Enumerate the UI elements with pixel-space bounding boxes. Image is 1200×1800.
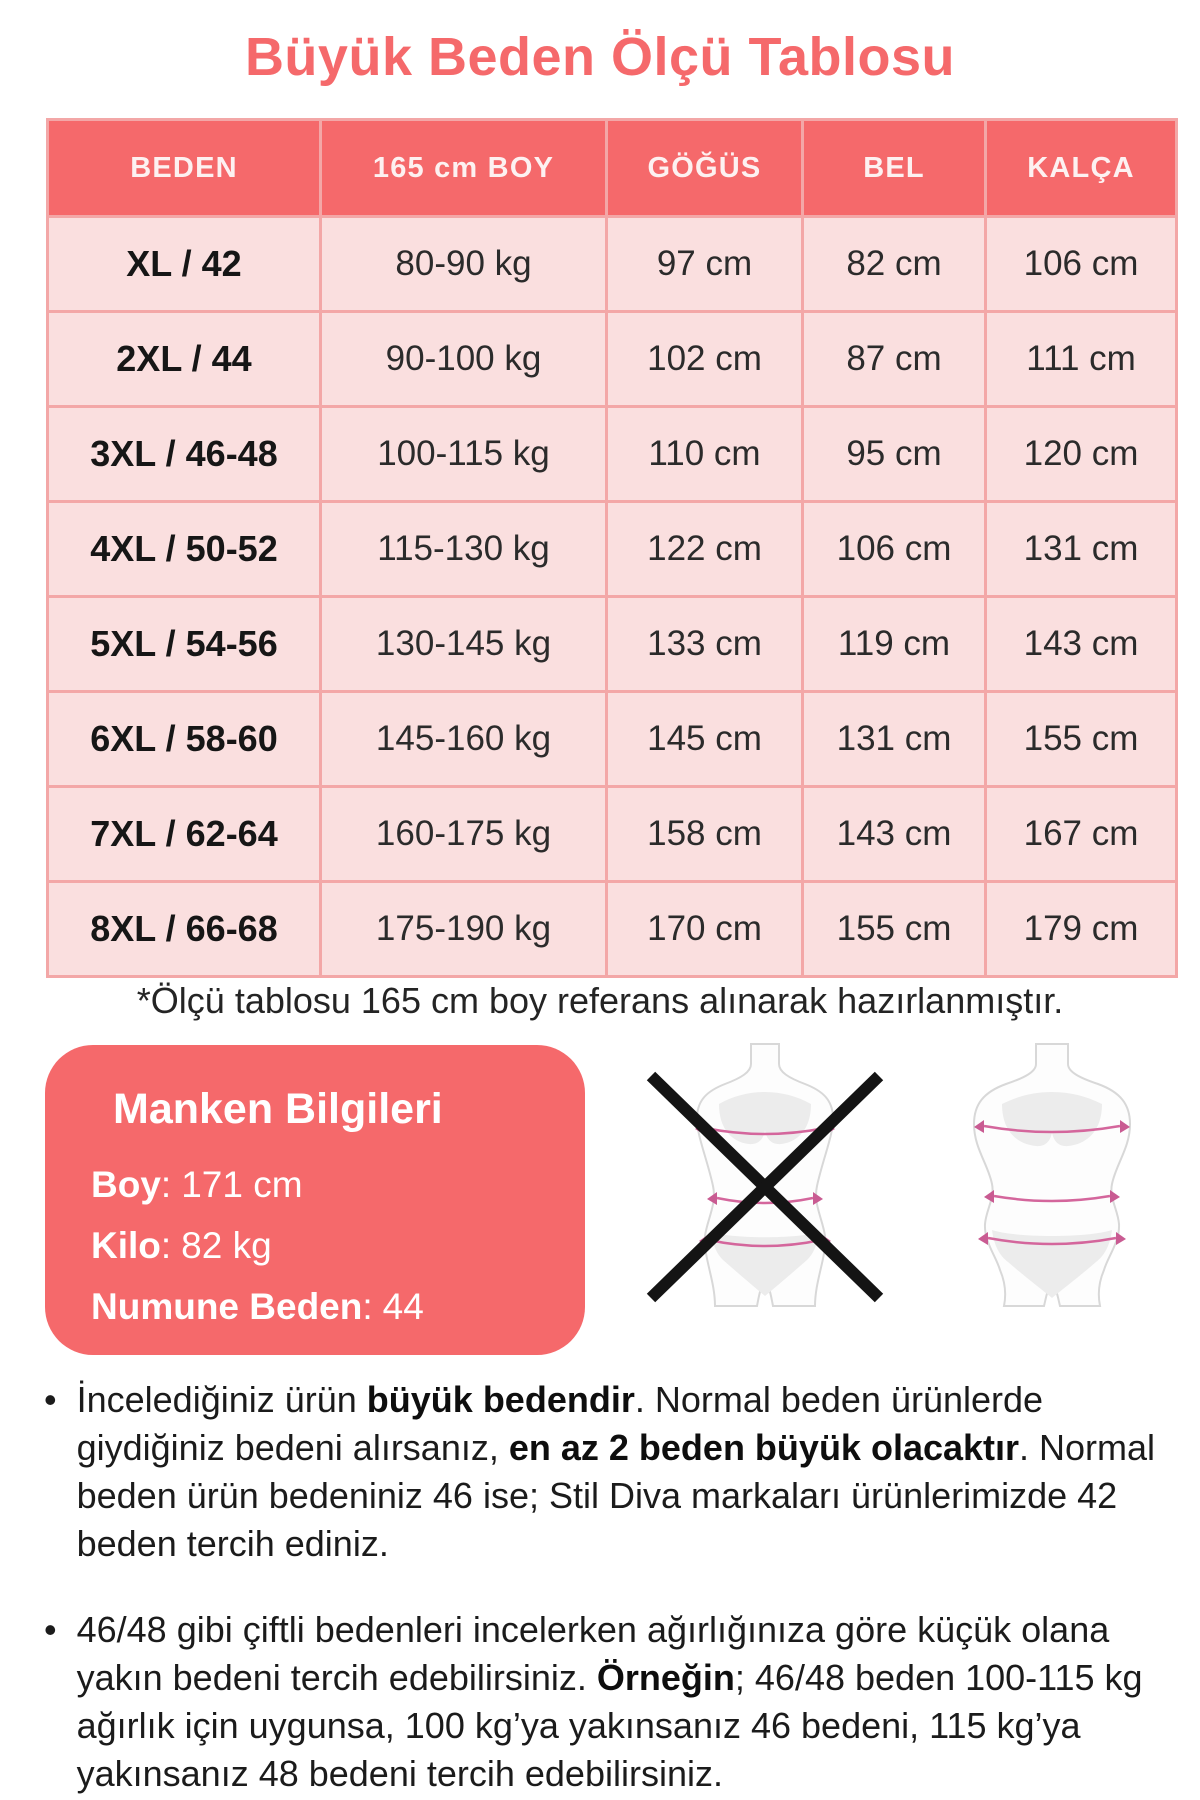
cell-beden: 4XL / 50-52 <box>48 502 321 597</box>
bullet-icon: • <box>44 1609 57 1650</box>
col-header-gogus: GÖĞÜS <box>607 120 803 217</box>
note-text <box>77 1376 1178 1568</box>
cell-bel: 131 cm <box>803 692 986 787</box>
note-segment: 46/48 gibi çiftli bedenleri incelerken ağırlığınıza göre küçük olana yakın bedeni tercih edebilirsiniz. <box>76 1609 1110 1698</box>
size-table <box>46 118 1178 978</box>
cell-gogus: 158 cm <box>607 787 803 882</box>
field-separator: : <box>160 1225 172 1266</box>
model-info-card <box>45 1045 585 1355</box>
cell-boy: 100-115 kg <box>321 407 607 502</box>
cell-bel: 119 cm <box>803 597 986 692</box>
slim-figure-crossed-out-icon <box>645 1042 885 1322</box>
model-info-title: Manken Bilgileri <box>113 1085 443 1133</box>
model-info-field-kilo <box>91 1225 555 1267</box>
note-segment: İncelediğiniz ürün <box>76 1379 367 1420</box>
table-header-row <box>48 120 1177 217</box>
model-info-field-boy <box>91 1164 555 1206</box>
table-row <box>48 217 1177 312</box>
cell-bel: 82 cm <box>803 217 986 312</box>
cell-gogus: 97 cm <box>607 217 803 312</box>
cell-gogus: 102 cm <box>607 312 803 407</box>
bullet-icon: • <box>44 1379 57 1420</box>
table-row <box>48 882 1177 977</box>
cell-kalca: 106 cm <box>986 217 1177 312</box>
note-segment-bold: en az 2 beden büyük olacaktır <box>508 1427 1020 1468</box>
note-segment: ; 46/48 beden 100-115 kg ağırlık için uygunsa, 100 kg’ya yakınsanız 46 bedeni, 115 kg’ya yakınsanız 48 bedeni tercih edebilirsiniz. <box>76 1657 1143 1794</box>
cell-beden: 7XL / 62-64 <box>48 787 321 882</box>
table-row <box>48 787 1177 882</box>
col-header-bel: BEL <box>803 120 986 217</box>
note-segment: . Normal beden ürün bedeniniz 46 ise; Stil Diva markaları ürünlerimizde 42 beden tercih ediniz. <box>76 1427 1156 1564</box>
cell-beden: 5XL / 54-56 <box>48 597 321 692</box>
cell-bel: 95 cm <box>803 407 986 502</box>
cell-gogus: 110 cm <box>607 407 803 502</box>
col-header-kalca: KALÇA <box>986 120 1177 217</box>
field-separator: : <box>160 1164 172 1205</box>
cell-kalca: 179 cm <box>986 882 1177 977</box>
cell-gogus: 133 cm <box>607 597 803 692</box>
cell-bel: 87 cm <box>803 312 986 407</box>
cell-boy: 80-90 kg <box>321 217 607 312</box>
cell-bel: 106 cm <box>803 502 986 597</box>
cell-boy: 115-130 kg <box>321 502 607 597</box>
table-row <box>48 312 1177 407</box>
field-value: 82 kg <box>181 1225 272 1266</box>
cell-kalca: 131 cm <box>986 502 1177 597</box>
plus-size-figure-icon <box>952 1042 1152 1322</box>
model-info-field-numune-beden <box>91 1286 555 1328</box>
cell-beden: 2XL / 44 <box>48 312 321 407</box>
cell-bel: 143 cm <box>803 787 986 882</box>
cell-kalca: 143 cm <box>986 597 1177 692</box>
table-row <box>48 692 1177 787</box>
cell-beden: 8XL / 66-68 <box>48 882 321 977</box>
page-title: Büyük Beden Ölçü Tablosu <box>244 27 956 87</box>
cell-kalca: 120 cm <box>986 407 1177 502</box>
field-separator: : <box>362 1286 373 1327</box>
cell-gogus: 170 cm <box>607 882 803 977</box>
col-header-boy: 165 cm BOY <box>321 120 607 217</box>
field-value: 171 cm <box>181 1164 303 1205</box>
field-label: Numune Beden <box>91 1286 363 1327</box>
field-label: Kilo <box>91 1225 161 1266</box>
cell-beden: 6XL / 58-60 <box>48 692 321 787</box>
cell-boy: 90-100 kg <box>321 312 607 407</box>
cell-kalca: 155 cm <box>986 692 1177 787</box>
table-row <box>48 407 1177 502</box>
cell-gogus: 145 cm <box>607 692 803 787</box>
field-value: 44 <box>382 1286 424 1327</box>
cell-boy: 130-145 kg <box>321 597 607 692</box>
cell-boy: 160-175 kg <box>321 787 607 882</box>
table-row <box>48 597 1177 692</box>
notes-list <box>38 1376 1178 1798</box>
cell-bel: 155 cm <box>803 882 986 977</box>
cell-kalca: 167 cm <box>986 787 1177 882</box>
note-text <box>77 1606 1178 1798</box>
cell-boy: 175-190 kg <box>321 882 607 977</box>
note-segment-bold: büyük bedendir <box>366 1379 635 1420</box>
cell-boy: 145-160 kg <box>321 692 607 787</box>
table-footnote: *Ölçü tablosu 165 cm boy referans alınarak hazırlanmıştır. <box>136 980 1064 1021</box>
note-item-2 <box>38 1606 1178 1798</box>
table-row <box>48 502 1177 597</box>
note-segment-bold: Örneğin <box>596 1657 735 1698</box>
cell-beden: 3XL / 46-48 <box>48 407 321 502</box>
field-label: Boy <box>91 1164 161 1205</box>
cell-kalca: 111 cm <box>986 312 1177 407</box>
note-item-1 <box>38 1376 1178 1568</box>
cell-beden: XL / 42 <box>48 217 321 312</box>
col-header-beden: BEDEN <box>48 120 321 217</box>
note-segment: . Normal beden ürünlerde giydiğiniz bedeni alırsanız, <box>76 1379 1044 1468</box>
cell-gogus: 122 cm <box>607 502 803 597</box>
